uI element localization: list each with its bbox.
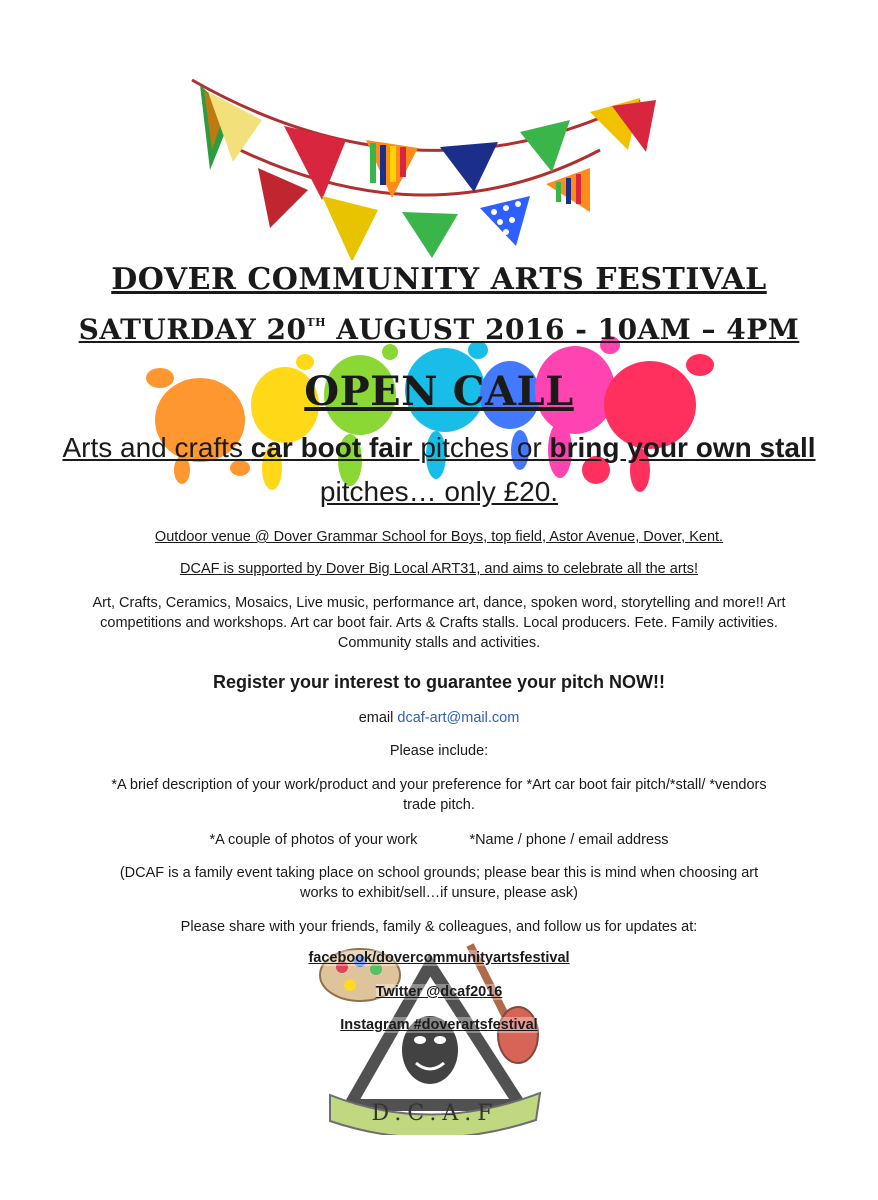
- contact-requirement: *Name / phone / email address: [469, 832, 669, 848]
- register-heading: Register your interest to guarantee your pitch NOW!!: [212, 672, 666, 692]
- headline-part-3: pitches or: [412, 432, 550, 463]
- headline-car-boot: car boot fair: [250, 432, 413, 463]
- facebook-link-text[interactable]: facebook/dovercommunityartsfestival: [308, 950, 570, 966]
- logo-text: D.C.A.F: [371, 1101, 499, 1126]
- email-link[interactable]: dcaf-art@mail.com: [397, 710, 520, 726]
- share-text: Please share with your friends, family & colleagues, and follow us for updates at:: [180, 919, 698, 935]
- photos-requirement: *A couple of photos of your work: [209, 832, 418, 848]
- email-label: email: [358, 710, 398, 726]
- venue-text: Outdoor venue @ Dover Grammar School for Boys, top field, Astor Avenue, Dover, Kent.: [154, 529, 724, 545]
- support-text: DCAF is supported by Dover Big Local ART31, and aims to celebrate all the arts!: [180, 561, 698, 577]
- brief-requirement: *A brief description of your work/product and your preference for *Art car boot fair pitch/*stall/ *vendors trade pitch.: [111, 777, 767, 813]
- activities-text: Art, Crafts, Ceramics, Mosaics, Live music, performance art, dance, spoken word, storytelling and more!! Art competitions and workshops. Art car boot fair. Arts & Crafts stalls. Local producers. Fete. Family activities. Community stalls and activities.: [92, 595, 786, 651]
- please-include-text: Please include:: [389, 743, 489, 759]
- instagram-link[interactable]: [0, 1017, 878, 1033]
- email-line: [0, 708, 878, 728]
- event-date: [0, 313, 878, 346]
- family-event-note: (DCAF is a family event taking place on school grounds; please bear this is mind when choosing art works to exhibit/sell…if unsure, please ask): [119, 865, 759, 901]
- headline-part-1: Arts and crafts: [62, 432, 251, 463]
- twitter-link-text[interactable]: Twitter @dcaf2016: [375, 984, 503, 1000]
- instagram-link-text[interactable]: Instagram #doverartsfestival: [340, 1017, 538, 1033]
- facebook-link[interactable]: [0, 950, 878, 966]
- requirements-line: [0, 830, 878, 850]
- date-ordinal: TH: [306, 316, 327, 329]
- twitter-link[interactable]: [0, 984, 878, 1000]
- festival-title: DOVER COMMUNITY ARTS FESTIVAL: [111, 262, 767, 297]
- date-prefix: SATURDAY 20: [78, 313, 307, 346]
- headline-price: pitches… only £20.: [319, 476, 559, 507]
- date-suffix: AUGUST 2016 - 10AM – 4PM: [326, 313, 800, 346]
- pitch-headline: [60, 426, 818, 514]
- open-call-heading: OPEN CALL: [304, 368, 574, 415]
- headline-own-stall: bring your own stall: [549, 432, 816, 463]
